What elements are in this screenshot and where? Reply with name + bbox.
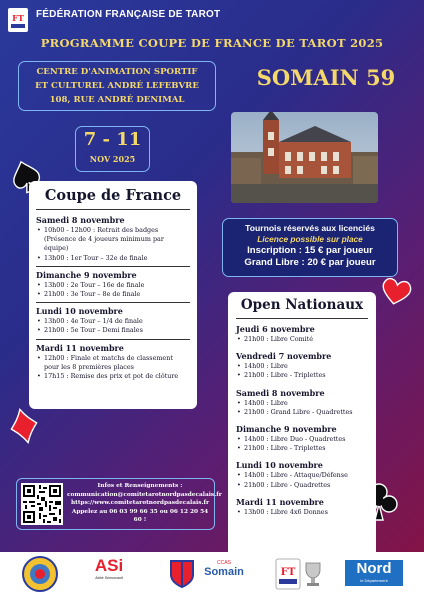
open-schedule-item: • 21h00 : Libre Comité — [236, 335, 368, 344]
coupe-schedule-item: (Présence de 4 joueurs minimum par équipe) — [44, 235, 164, 253]
venue-line-1: CENTRE D'ANIMATION SPORTIF — [36, 67, 198, 77]
asi-logo — [94, 556, 124, 581]
city-title: SOMAIN 59 — [256, 65, 396, 90]
ftarot-logo-text: FT — [12, 13, 24, 23]
venue-line-3: 108, RUE ANDRÉ DENIMAL — [49, 95, 185, 105]
qr-code[interactable] — [21, 483, 63, 525]
coupe-title: Coupe de France — [36, 187, 190, 210]
town-hall-photo — [231, 112, 378, 203]
info-title: Infos et Renseignements : — [97, 483, 183, 489]
coupe-de-france-panel — [29, 181, 197, 409]
divider — [36, 266, 190, 267]
coupe-schedule-item: • 13h00 : 4e Tour – 1/4 de finale — [36, 317, 190, 326]
asi-logo-sub: Abbé Sémurcault — [95, 576, 123, 580]
open-day-heading: Vendredi 7 novembre — [236, 351, 332, 362]
coupe-schedule — [36, 215, 190, 381]
coupe-schedule-item: • 21h00 : 3e Tour – 8e de finale — [36, 290, 190, 299]
somain-shield-logo — [169, 559, 195, 589]
sponsor-footer — [0, 552, 424, 600]
diamond-icon — [8, 406, 40, 446]
federation-title: FÉDÉRATION FRANÇAISE DE TAROT — [36, 9, 221, 20]
date-box — [75, 126, 150, 172]
open-schedule-item: • 21h00 : Grand Libre - Quadrettes — [236, 408, 368, 417]
open-day-heading: Samedi 8 novembre — [236, 387, 325, 398]
coupe-day-heading: Mardi 11 novembre — [36, 342, 124, 353]
programme-title: PROGRAMME COUPE DE FRANCE DE TAROT 2025 — [40, 36, 384, 50]
open-schedule-item: • 14h00 : Libre — [236, 399, 368, 408]
ccas-logo-top: CCAS — [217, 560, 231, 566]
tournois-line-1: Tournois réservés aux licenciés — [245, 223, 375, 233]
info-box — [16, 478, 222, 530]
open-day-heading: Jeudi 6 novembre — [236, 324, 315, 334]
nord-logo-text: Nord — [356, 560, 392, 577]
tournois-info-box — [222, 218, 398, 277]
open-schedule — [236, 324, 368, 517]
open-schedule-item: • 21h00 : Libre - Triplettes — [236, 371, 368, 380]
open-schedule-item: • 21h00 : Libre - Quadrettes — [236, 481, 368, 490]
venue-line-2: ET CULTUREL ANDRÉ LEFEBVRE — [35, 81, 199, 91]
coupe-schedule-item: • 13h00 : 2e Tour – 16e de finale — [36, 281, 190, 290]
tournois-line-2: Licence possible sur place — [257, 234, 363, 244]
info-website[interactable]: https://www.comitetarotnordpasdecalais.fr — [70, 500, 210, 507]
cup-icon — [302, 560, 324, 588]
divider — [36, 339, 190, 340]
coupe-day-heading: Lundi 10 novembre — [36, 306, 123, 317]
open-day-heading: Lundi 10 novembre — [236, 460, 323, 471]
coupe-day-heading: Dimanche 9 novembre — [36, 269, 137, 280]
open-day-heading: Mardi 11 novembre — [236, 496, 324, 507]
ftarot-footer-text: FT — [280, 567, 296, 578]
open-nationaux-panel — [228, 292, 376, 568]
open-schedule-item: • 14h00 : Libre — [236, 362, 368, 371]
coupe-schedule-item: • 12h00 : Finale et matchs de classement pour les 8 premières places — [36, 354, 190, 372]
ccas-somain-logo — [198, 560, 250, 578]
club-seal-logo — [22, 556, 58, 592]
nord-department-logo — [345, 560, 403, 586]
date-range: 7 - 11 — [83, 129, 142, 150]
contact-text — [67, 482, 222, 525]
open-title: Open Nationaux — [236, 297, 368, 319]
date-month: NOV 2025 — [89, 154, 136, 164]
tournois-line-3: Inscription : 15 € par joueur — [247, 245, 373, 256]
open-schedule-item: • 14h00 : Libre Duo - Quadrettes — [236, 435, 368, 444]
heart-icon — [379, 277, 413, 307]
tournois-line-4: Grand Libre : 20 € par joueur — [244, 257, 376, 268]
asi-logo-text: ASi — [94, 556, 124, 575]
info-phones: Appelez au 06 03 99 66 35 ou 06 12 20 54 60 ! — [71, 508, 209, 524]
coupe-schedule-item: • 21h00 : 5e Tour – Demi finales — [36, 326, 190, 335]
coupe-day-heading: Samedi 8 novembre — [36, 215, 125, 225]
open-schedule-item: • 14h00 : Libre - Attaque/Défense — [236, 471, 368, 480]
open-day-heading: Dimanche 9 novembre — [236, 424, 337, 435]
coupe-schedule-item: • 10h00 - 12h00 : Retrait des badges — [36, 226, 190, 235]
coupe-schedule-item: • 13h00 : 1er Tour – 32e de finale — [36, 254, 190, 263]
open-schedule-item: • 21h00 : Libre - Triplettes — [236, 444, 368, 453]
info-email[interactable]: communication@comitetarotnordpasdecalais.fr — [67, 491, 222, 498]
divider — [36, 302, 190, 303]
coupe-schedule-item: • 17h15 : Remise des prix et pot de clôture — [36, 372, 190, 381]
nord-logo-sub: le Département — [360, 578, 388, 583]
open-schedule-item: • 13h00 : Libre 4x6 Donnes — [236, 508, 368, 517]
ftarot-footer-logo — [275, 558, 301, 590]
venue-box — [18, 61, 216, 111]
ftarot-logo — [8, 8, 28, 32]
somain-logo-text: Somain — [204, 566, 244, 578]
